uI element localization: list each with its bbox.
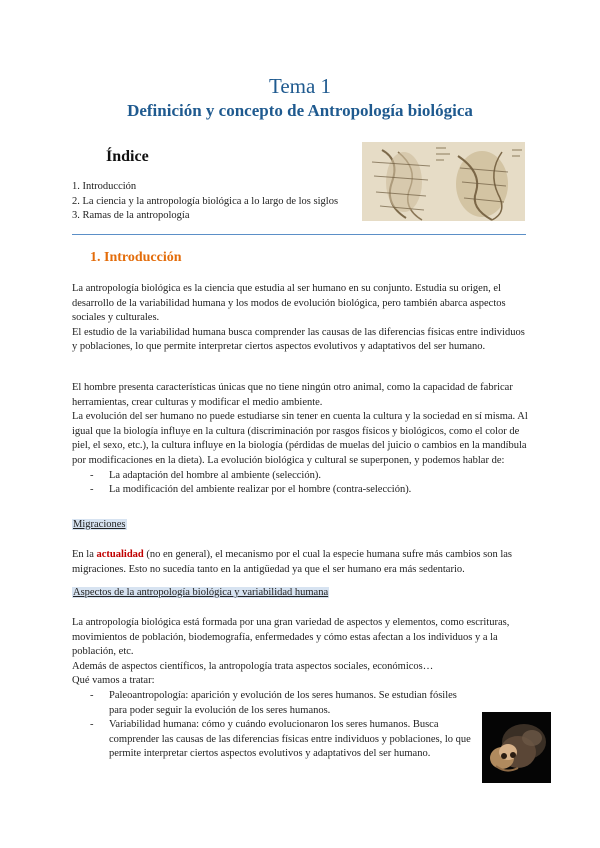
- paragraph: Qué vamos a tratar:: [72, 675, 155, 687]
- intro-block-2: [72, 381, 532, 498]
- anatomy-sketch-image: [362, 142, 525, 221]
- migraciones-paragraph: [72, 548, 532, 577]
- index-item: 2. La ciencia y la antropología biológica a lo largo de los siglos: [72, 195, 339, 207]
- paragraph: El estudio de la variabilidad humana busca comprender las causas de las diferencias físicas entre individuos y poblaciones, lo que permite interpretar ciertos aspectos evolutivos y adaptativos del ser humano.: [72, 326, 525, 353]
- index-item: 1. Introducción: [72, 181, 137, 192]
- skull-fossil-image: [482, 712, 551, 783]
- paragraph: La antropología biológica es la ciencia que estudia al ser humano en su conjunto. Estudia su origen, el desarrollo de la variabilidad humana y los modos de evolución biológica, pero también abarca aspectos sociales y culturales.: [72, 283, 506, 324]
- list-item: - Paleoantropología: aparición y evolución de los seres humanos. Se estudian fósiles para poder seguir la evolución de los seres humanos.: [90, 689, 469, 718]
- page-title: Tema 1: [268, 74, 332, 98]
- highlighted-word: actualidad: [96, 549, 144, 560]
- paragraph: La antropología biológica está formada por una gran variedad de aspectos y elementos, como escrituras, movimientos de población, biodemografía, enfermedades y cómo estas afectan a los individuos y a la población, etc.: [72, 617, 510, 658]
- subheading-aspectos: Aspectos de la antropología biológica y variabilidad humana: [73, 587, 329, 598]
- index-list: [72, 180, 338, 224]
- page-subtitle: Definición y concepto de Antropología biológica: [127, 101, 473, 120]
- index-heading: Índice: [106, 148, 149, 165]
- aspectos-heading-wrap: [72, 586, 532, 601]
- text-run: En la: [72, 549, 97, 560]
- aspectos-block: [72, 616, 532, 762]
- list-item: - La modificación del ambiente realizar por el hombre (contra-selección).: [90, 483, 532, 498]
- index-item: 3. Ramas de la antropología: [72, 210, 190, 221]
- paragraph: El hombre presenta características únicas que no tiene ningún otro animal, como la capacidad de fabricar herramientas, crear culturas y modificar el medio ambiente.: [72, 382, 513, 408]
- section-heading-introduccion: 1. Introducción: [90, 250, 182, 265]
- list-item: - Variabilidad humana: cómo y cuándo evolucionaron los seres humanos. Busca comprender las causas de las diferencias físicas entre individuos y poblaciones, lo que permite interpretar ciertos aspectos evolutivos y adaptativos del ser humano.: [90, 718, 489, 762]
- paragraph: La evolución del ser humano no puede estudiarse sin tener en cuenta la cultura y la sociedad en sí misma. Al igual que la biología influye en la cultura (discriminación por rasgos físicos y biológicos, como el color de piel, el sexo, etc.), la cultura influye en la biología (pérdidas de muelas del juicio o cambios en la mandíbula por modificaciones en la dieta). La evolución biológica y cultural se superponen, y podemos hablar de:: [72, 411, 528, 466]
- subheading-migraciones: Migraciones: [73, 519, 126, 530]
- migraciones-heading-wrap: [72, 518, 532, 533]
- text-run: (no en general), el mecanismo por el cual la especie humana sufre más cambios son las migraciones. Esto no sucedía tanto en la antigüedad ya que el ser humano era más sedentario.: [72, 549, 513, 575]
- section-divider: [72, 234, 526, 235]
- intro-block-1: [72, 282, 532, 355]
- list-item: - La adaptación del hombre al ambiente (selección).: [90, 469, 532, 484]
- paragraph: Además de aspectos científicos, la antropología trata aspectos sociales, económicos…: [72, 660, 434, 672]
